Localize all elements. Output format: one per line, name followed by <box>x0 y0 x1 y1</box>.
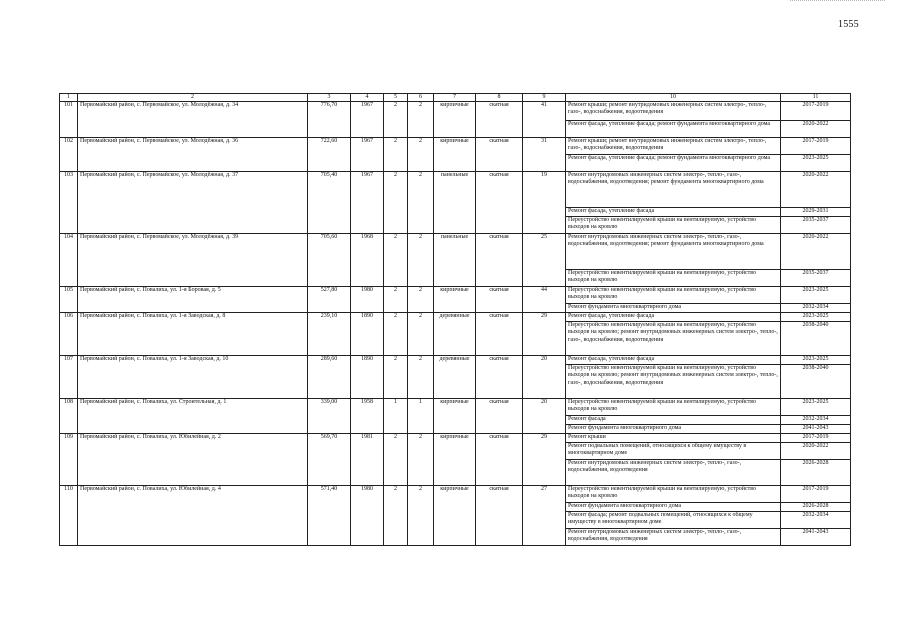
wall-material-cell: деревянные <box>434 313 476 356</box>
area-cell: 289,60 <box>308 356 351 399</box>
wall-material-cell: кирпичные <box>434 486 476 546</box>
column-number-header <box>60 94 851 102</box>
address-cell: Первомайский район, с. Повалиха, ул. 1-я Заводская, д. 8 <box>78 313 308 356</box>
floors-cell: 2 <box>384 234 408 287</box>
roof-type-cell: скатная <box>476 486 523 546</box>
header-row <box>60 94 851 102</box>
work-description-cell: Ремонт фасада, утепление фасада <box>566 313 781 322</box>
row-number: 107 <box>60 356 78 399</box>
work-period-cell: 2041-2043 <box>781 425 851 434</box>
year-built-cell: 1967 <box>351 172 384 234</box>
work-description-cell: Ремонт подвальных помещений, относящихся к общему имуществу в многоквартирном доме <box>566 443 781 460</box>
year-built-cell: 1890 <box>351 313 384 356</box>
work-description-cell: Ремонт фасада, утепление фасада <box>566 208 781 217</box>
area-cell: 569,70 <box>308 434 351 486</box>
work-period-cell: 2023-2025 <box>781 356 851 365</box>
roof-type-cell: скатная <box>476 434 523 486</box>
work-description-cell: Переустройство невентилируемой крыши на вентилируемую, устройство выходов на кровлю <box>566 287 781 304</box>
address-cell: Первомайский район, с. Повалиха, ул. Юбилейная, д. 2 <box>78 434 308 486</box>
work-period-cell: 2017-2019 <box>781 486 851 503</box>
floors-cell: 2 <box>384 434 408 486</box>
area-cell: 571,40 <box>308 486 351 546</box>
table-row <box>60 138 851 155</box>
entrances-cell: 2 <box>408 356 434 399</box>
row-number: 105 <box>60 287 78 313</box>
apartments-cell: 29 <box>523 434 566 486</box>
work-description-cell: Ремонт фундамента многоквартирного дома <box>566 425 781 434</box>
apartments-cell: 41 <box>523 102 566 138</box>
area-cell: 339,00 <box>308 399 351 434</box>
col-num-header: 10 <box>566 94 781 102</box>
work-description-cell: Ремонт внутридомовых инженерных систем электро-, тепло-, газо-, водоснабжения, водоотведения <box>566 529 781 546</box>
area-cell: 239,10 <box>308 313 351 356</box>
col-num-header: 11 <box>781 94 851 102</box>
work-description-cell: Ремонт крыши; ремонт внутридомовых инженерных систем электро-, тепло-, газо-, водоснабжения, водоотведения <box>566 102 781 121</box>
address-cell: Первомайский район, с. Повалиха, ул. 1-я Заводская, д. 10 <box>78 356 308 399</box>
apartments-cell: 25 <box>523 234 566 287</box>
floors-cell: 2 <box>384 287 408 313</box>
wall-material-cell: кирпичные <box>434 399 476 434</box>
entrances-cell: 1 <box>408 399 434 434</box>
table-row <box>60 313 851 322</box>
work-period-cell: 2017-2019 <box>781 434 851 443</box>
year-built-cell: 1980 <box>351 486 384 546</box>
work-period-cell: 2035-2037 <box>781 217 851 234</box>
work-period-cell: 2026-2028 <box>781 503 851 512</box>
apartments-cell: 29 <box>523 313 566 356</box>
area-cell: 527,80 <box>308 287 351 313</box>
apartments-cell: 31 <box>523 138 566 172</box>
area-cell: 705,40 <box>308 172 351 234</box>
table-row <box>60 486 851 503</box>
area-cell: 776,70 <box>308 102 351 138</box>
work-period-cell: 2017-2019 <box>781 138 851 155</box>
roof-type-cell: скатная <box>476 356 523 399</box>
col-num-header: 7 <box>434 94 476 102</box>
address-cell: Первомайский район, с. Первомайское, ул. Молодёжная, д. 37 <box>78 172 308 234</box>
work-description-cell: Ремонт фундамента многоквартирного дома <box>566 503 781 512</box>
floors-cell: 2 <box>384 486 408 546</box>
roof-type-cell: скатная <box>476 234 523 287</box>
row-number: 110 <box>60 486 78 546</box>
year-built-cell: 1967 <box>351 102 384 138</box>
roof-type-cell: скатная <box>476 172 523 234</box>
housing-registry-table <box>59 93 851 546</box>
address-cell: Первомайский район, с. Повалиха, ул. 1-я Боровая, д. 5 <box>78 287 308 313</box>
wall-material-cell: панельные <box>434 234 476 287</box>
work-period-cell: 2026-2028 <box>781 460 851 486</box>
year-built-cell: 1981 <box>351 434 384 486</box>
work-period-cell: 2029-2031 <box>781 208 851 217</box>
address-cell: Первомайский район, с. Повалиха, ул. Юбилейная, д. 4 <box>78 486 308 546</box>
col-num-header: 1 <box>60 94 78 102</box>
floors-cell: 2 <box>384 356 408 399</box>
address-cell: Первомайский район, с. Первомайское, ул. Молодёжная, д. 34 <box>78 102 308 138</box>
address-cell: Первомайский район, с. Повалиха, ул. Строительная, д. 1 <box>78 399 308 434</box>
work-period-cell: 2023-2025 <box>781 399 851 416</box>
entrances-cell: 2 <box>408 138 434 172</box>
work-description-cell: Ремонт фасада, утепление фасада; ремонт фундамента многоквартирного дома <box>566 121 781 138</box>
work-period-cell: 2032-2034 <box>781 416 851 425</box>
area-cell: 705,60 <box>308 234 351 287</box>
col-num-header: 3 <box>308 94 351 102</box>
work-period-cell: 2020-2022 <box>781 121 851 138</box>
work-period-cell: 2035-2037 <box>781 270 851 287</box>
col-num-header: 5 <box>384 94 408 102</box>
table-body <box>60 102 851 546</box>
table-row <box>60 172 851 208</box>
entrances-cell: 2 <box>408 486 434 546</box>
roof-type-cell: скатная <box>476 287 523 313</box>
work-period-cell: 2032-2034 <box>781 512 851 529</box>
wall-material-cell: панельные <box>434 172 476 234</box>
entrances-cell: 2 <box>408 313 434 356</box>
table-row <box>60 234 851 270</box>
work-description-cell: Ремонт внутридомовых инженерных систем электро-, тепло-, газо-, водоснабжения, водоотведения; ремонт фундамента многоквартирного дома <box>566 234 781 270</box>
year-built-cell: 1958 <box>351 399 384 434</box>
table-row <box>60 287 851 304</box>
apartments-cell: 19 <box>523 172 566 234</box>
floors-cell: 2 <box>384 313 408 356</box>
col-num-header: 4 <box>351 94 384 102</box>
work-description-cell: Ремонт фасада, утепление фасада <box>566 356 781 365</box>
roof-type-cell: скатная <box>476 399 523 434</box>
table-row <box>60 102 851 121</box>
work-period-cell: 2017-2019 <box>781 102 851 121</box>
floors-cell: 2 <box>384 172 408 234</box>
wall-material-cell: кирпичные <box>434 287 476 313</box>
scan-header-mark <box>790 0 885 5</box>
work-period-cell: 2032-2034 <box>781 304 851 313</box>
wall-material-cell: кирпичные <box>434 434 476 486</box>
entrances-cell: 2 <box>408 172 434 234</box>
roof-type-cell: скатная <box>476 138 523 172</box>
address-cell: Первомайский район, с. Первомайское, ул. Молодёжная, д. 39 <box>78 234 308 287</box>
work-period-cell: 2038-2040 <box>781 365 851 399</box>
work-description-cell: Переустройство невентилируемой крыши на вентилируемую, устройство выходов на кровлю <box>566 486 781 503</box>
work-period-cell: 2023-2025 <box>781 155 851 172</box>
year-built-cell: 1890 <box>351 356 384 399</box>
floors-cell: 2 <box>384 102 408 138</box>
address-cell: Первомайский район, с. Первомайское, ул. Молодёжная, д. 36 <box>78 138 308 172</box>
row-number: 104 <box>60 234 78 287</box>
work-period-cell: 2020-2022 <box>781 443 851 460</box>
apartments-cell: 20 <box>523 399 566 434</box>
col-num-header: 2 <box>78 94 308 102</box>
apartments-cell: 27 <box>523 486 566 546</box>
work-description-cell: Переустройство невентилируемой крыши на вентилируемую, устройство выходов на кровлю <box>566 270 781 287</box>
work-description-cell: Ремонт внутридомовых инженерных систем электро-, тепло-, газо-, водоснабжения, водоотведения <box>566 460 781 486</box>
entrances-cell: 2 <box>408 102 434 138</box>
work-description-cell: Переустройство невентилируемой крыши на вентилируемую, устройство выходов на кровлю <box>566 399 781 416</box>
row-number: 102 <box>60 138 78 172</box>
floors-cell: 2 <box>384 138 408 172</box>
row-number: 106 <box>60 313 78 356</box>
area-cell: 722,60 <box>308 138 351 172</box>
apartments-cell: 20 <box>523 356 566 399</box>
year-built-cell: 1967 <box>351 138 384 172</box>
work-description-cell: Переустройство невентилируемой крыши на вентилируемую, устройство выходов на кровлю; ремонт внутридомовых инженерных систем электро-, тепло-, газо-, водоснабжения, водоотведения <box>566 322 781 356</box>
roof-type-cell: скатная <box>476 313 523 356</box>
work-description-cell: Ремонт внутридомовых инженерных систем электро-, тепло-, газо-, водоснабжения, водоотведения; ремонт фундамента многоквартирного дома <box>566 172 781 208</box>
work-description-cell: Переустройство невентилируемой крыши на вентилируемую, устройство выходов на кровлю; ремонт внутридомовых инженерных систем электро-, тепло-, газо-, водоснабжения, водоотведения <box>566 365 781 399</box>
wall-material-cell: деревянные <box>434 356 476 399</box>
row-number: 101 <box>60 102 78 138</box>
year-built-cell: 1980 <box>351 287 384 313</box>
work-period-cell: 2020-2022 <box>781 234 851 270</box>
work-description-cell: Ремонт фасада, утепление фасада; ремонт фундамента многоквартирного дома <box>566 155 781 172</box>
row-number: 109 <box>60 434 78 486</box>
table-row <box>60 399 851 416</box>
roof-type-cell: скатная <box>476 102 523 138</box>
work-period-cell: 2041-2043 <box>781 529 851 546</box>
work-description-cell: Переустройство невентилируемой крыши на вентилируемую, устройство выходов на кровлю <box>566 217 781 234</box>
entrances-cell: 2 <box>408 287 434 313</box>
entrances-cell: 2 <box>408 234 434 287</box>
floors-cell: 1 <box>384 399 408 434</box>
col-num-header: 9 <box>523 94 566 102</box>
table-row <box>60 434 851 443</box>
entrances-cell: 2 <box>408 434 434 486</box>
wall-material-cell: кирпичные <box>434 102 476 138</box>
row-number: 108 <box>60 399 78 434</box>
work-period-cell: 2020-2022 <box>781 172 851 208</box>
col-num-header: 6 <box>408 94 434 102</box>
table-row <box>60 356 851 365</box>
work-description-cell: Ремонт крыши; ремонт внутридомовых инженерных систем электро-, тепло-, газо-, водоснабжения, водоотведения <box>566 138 781 155</box>
row-number: 103 <box>60 172 78 234</box>
work-period-cell: 2023-2025 <box>781 313 851 322</box>
work-period-cell: 2038-2040 <box>781 322 851 356</box>
work-description-cell: Ремонт фасада; ремонт подвальных помещений, относящихся к общему имуществу в многоквартирном доме <box>566 512 781 529</box>
col-num-header: 8 <box>476 94 523 102</box>
work-description-cell: Ремонт фундамента многоквартирного дома <box>566 304 781 313</box>
work-description-cell: Ремонт фасада <box>566 416 781 425</box>
work-description-cell: Ремонт крыши <box>566 434 781 443</box>
work-period-cell: 2023-2025 <box>781 287 851 304</box>
wall-material-cell: кирпичные <box>434 138 476 172</box>
page-number: 1555 <box>838 19 859 30</box>
apartments-cell: 44 <box>523 287 566 313</box>
year-built-cell: 1968 <box>351 234 384 287</box>
